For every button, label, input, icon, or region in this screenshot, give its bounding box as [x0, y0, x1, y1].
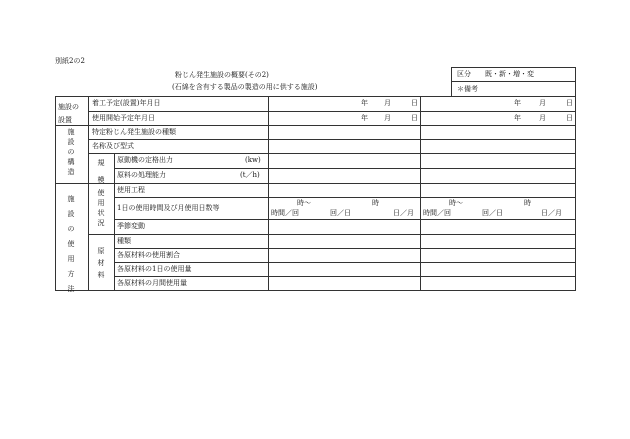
classification-label: 区分 [457, 70, 471, 78]
construction-month-1: 月 [384, 99, 391, 107]
processing-capacity-unit: (t／h) [240, 171, 260, 179]
hours-to-2: 時 [524, 199, 531, 207]
classification-options: 既・新・増・変 [485, 70, 534, 78]
construction-date-label: 着工予定(設置)年月日 [92, 99, 161, 107]
start-day-1: 日 [411, 114, 418, 122]
construction-day-1: 日 [411, 99, 418, 107]
daily-amount-label: 各原材料の1日の使用量 [117, 265, 192, 273]
times-per-day-1: 回／日 [330, 209, 351, 217]
scale-label: 規 模 [97, 159, 105, 184]
raw-material-label: 原 材 料 [97, 247, 105, 279]
hours-from-1: 時〜 [297, 199, 311, 207]
usage-hours-label: 1日の使用時間及び月使用日数等 [117, 204, 220, 212]
motor-output-unit: (kw) [245, 156, 261, 164]
times-per-day-2: 回／日 [482, 209, 503, 217]
start-year-1: 年 [361, 114, 368, 122]
form-subtitle: (石綿を含有する製品の製造の用に供する施設) [172, 83, 318, 91]
processing-capacity-label: 原料の処理能力 [117, 171, 166, 179]
construction-year-2: 年 [514, 99, 521, 107]
construction-day-2: 日 [566, 99, 573, 107]
structure-section-label: 施 設 の 構 造 [67, 128, 75, 176]
setup-section-label: 施設の 設置 [58, 103, 79, 124]
form-title: 粉じん発生施設の概要(その2) [175, 71, 269, 79]
facility-type-label: 特定粉じん発生施設の種類 [92, 128, 176, 136]
usage-method-section-label: 施 設 の 使 用 方 法 [67, 195, 75, 293]
construction-month-2: 月 [539, 99, 546, 107]
name-model-label: 名称及び型式 [92, 142, 134, 150]
construction-year-1: 年 [361, 99, 368, 107]
hours-from-2: 時〜 [449, 199, 463, 207]
days-per-month-1: 日／月 [393, 209, 414, 217]
start-month-1: 月 [384, 114, 391, 122]
hours-per-time-2: 時間／回 [423, 209, 451, 217]
start-day-2: 日 [566, 114, 573, 122]
days-per-month-2: 日／月 [541, 209, 562, 217]
usage-status-label: 使 用 状 況 [97, 189, 105, 227]
monthly-amount-label: 各原材料の月間使用量 [117, 279, 187, 287]
remarks-label: ＊備考 [457, 85, 478, 93]
start-month-2: 月 [539, 114, 546, 122]
start-year-2: 年 [514, 114, 521, 122]
motor-output-label: 原動機の定格出力 [117, 156, 173, 164]
hours-to-1: 時 [372, 199, 379, 207]
hours-per-time-1: 時間／回 [271, 209, 299, 217]
seasonal-label: 季節変動 [117, 222, 145, 230]
material-type-label: 種類 [117, 237, 131, 245]
form-reference: 別紙2の2 [55, 57, 85, 65]
usage-ratio-label: 各原材料の使用割合 [117, 251, 180, 259]
start-date-label: 使用開始予定年月日 [92, 114, 155, 122]
usage-process-label: 使用工程 [117, 186, 145, 194]
